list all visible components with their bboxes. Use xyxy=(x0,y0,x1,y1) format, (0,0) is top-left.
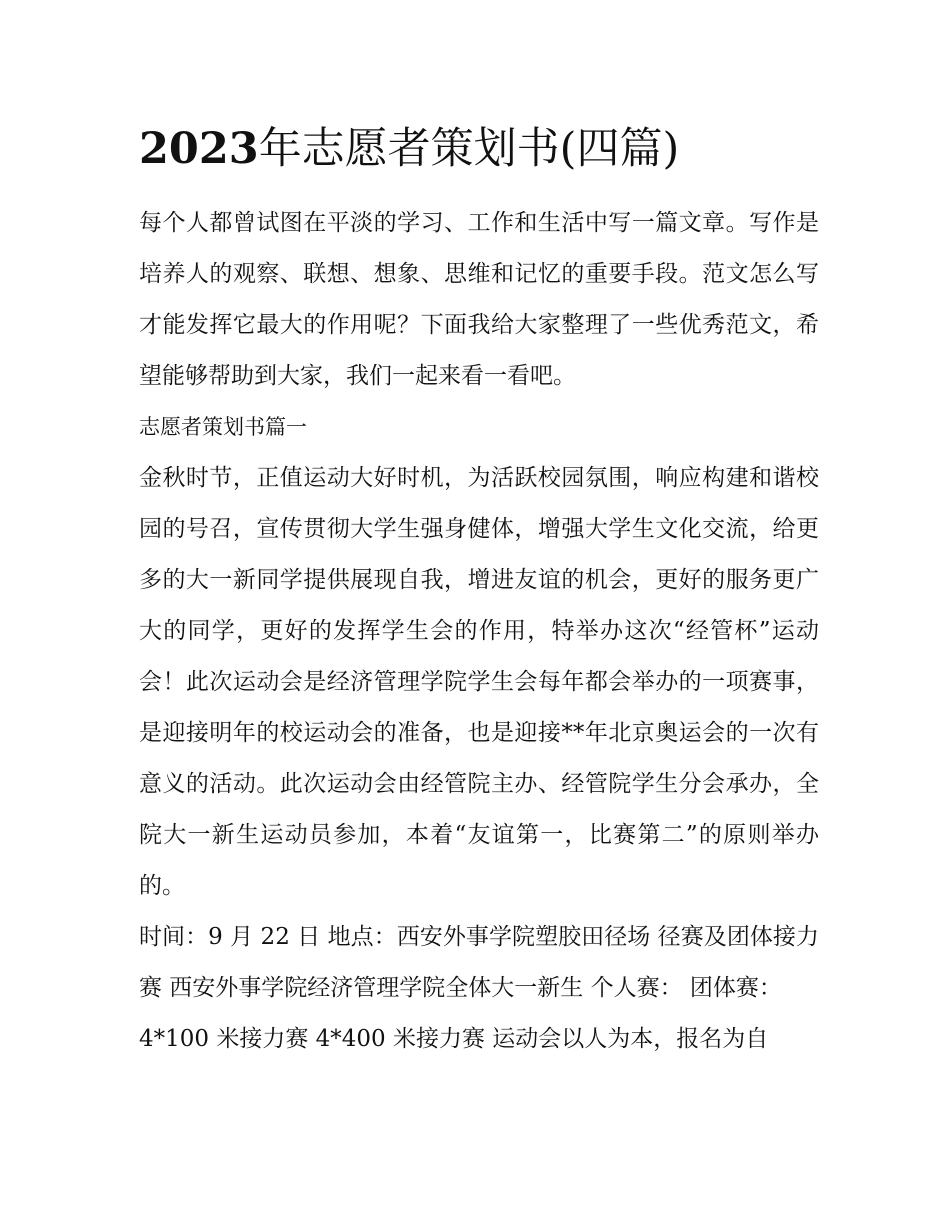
body-paragraph: 金秋时节，正值运动大好时机，为活跃校园氛围，响应构建和谐校园的号召，宣传贯彻大学生强身健体，增强大学生文化交流，给更多的大一新同学提供展现自我，增进友谊的机会，更好的服务更广大的同学，更好的发挥学生会的作用，特举办这次“经管杯”运动会！此次运动会是经济管理学院学生会每年都会举办的一项赛事，是迎接明年的校运动会的准备，也是迎接**年北京奥运会的一次有意义的活动。此次运动会由经管院主办、经管院学生分会承办，全院大一新生运动员参加，本着“友谊第一，比赛第二”的原则举办的。 xyxy=(139,465,819,899)
title-text: 年志愿者策划书(四篇) xyxy=(258,124,680,174)
intro-paragraph: 每个人都曾试图在平淡的学习、工作和生活中写一篇文章。写作是培养人的观察、联想、想象、思维和记忆的重要手段。范文怎么写才能发挥它最大的作用呢？下面我给大家整理了一些优秀范文，希望能够帮助到大家，我们一起来看一看吧。 xyxy=(139,210,819,389)
relay-paragraph: 4*100 米接力赛 4*400 米接力赛 运动会以人为本，报名为自 xyxy=(139,1026,769,1052)
document-title xyxy=(139,118,819,180)
event-details-paragraph: 时间：9 月 22 日 地点：西安外事学院塑胶田径场 径赛及团体接力赛 西安外事学院经济管理学院全体大一新生 个人赛： 团体赛： xyxy=(139,924,819,1001)
title-number: 2023 xyxy=(139,124,259,174)
document-page xyxy=(139,118,819,1065)
section-heading: 志愿者策划书篇一 xyxy=(139,415,307,439)
